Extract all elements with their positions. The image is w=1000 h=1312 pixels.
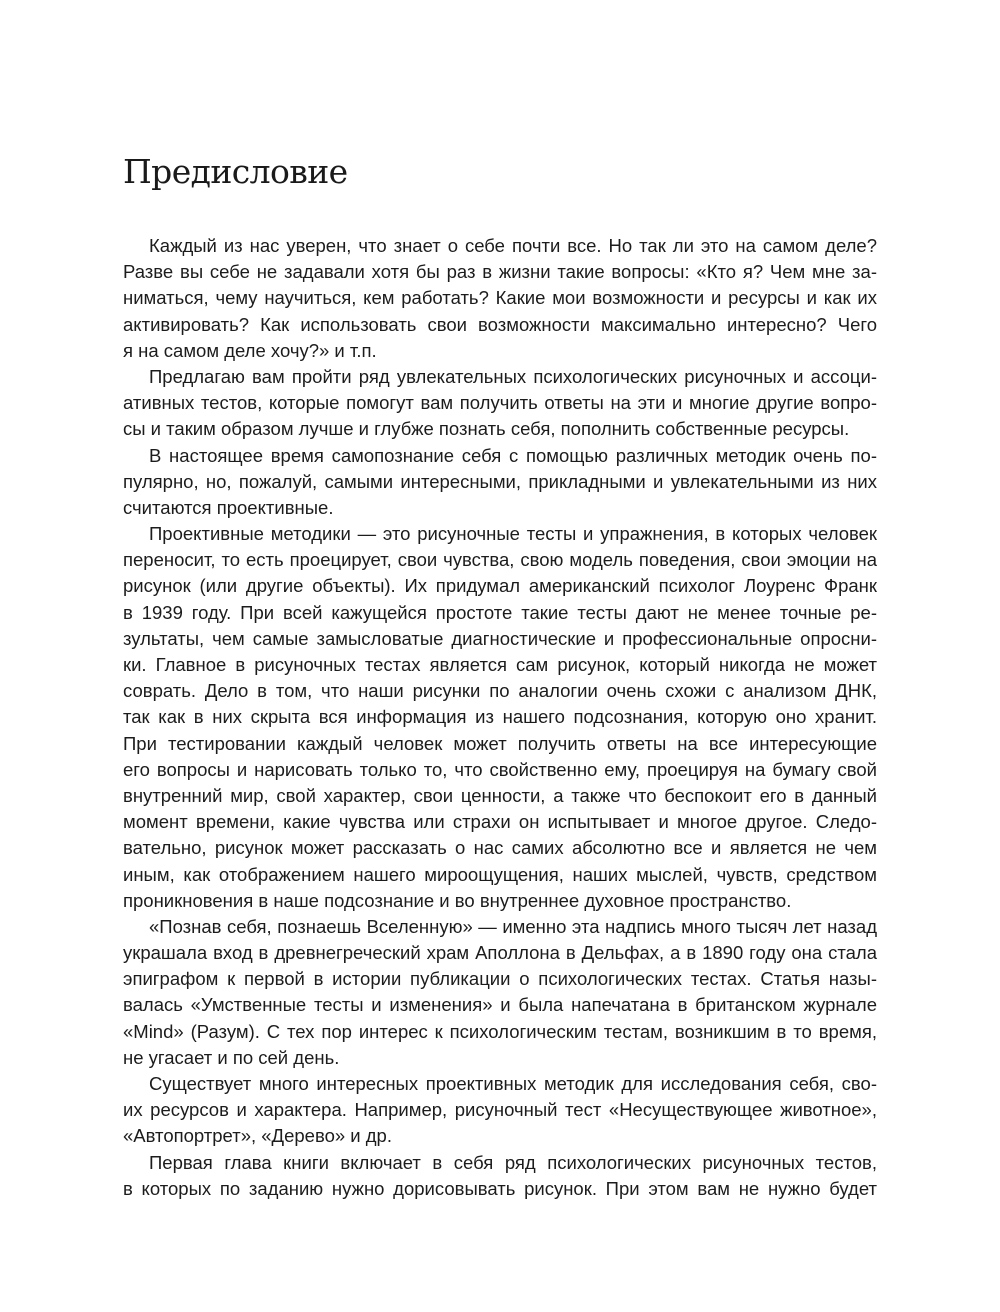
text-line: ативных тестов, которые помогут вам получить ответы на эти и многие другие вопро- (123, 392, 877, 414)
text-line: рисунок (или другие объекты). Их придумал американский психолог Лоуренс Франк (123, 575, 877, 597)
chapter-title: Предисловие (123, 152, 348, 191)
text-line: соврать. Дело в том, что наши рисунки по аналогии очень схожи с анализом ДНК, (123, 680, 877, 702)
text-line: зультаты, чем самые замысловатые диагностические и профессиональные опросни- (123, 627, 877, 649)
text-line: их ресурсов и характера. Например, рисуночный тест «Несуществующее животное», (123, 1099, 877, 1121)
text-line: «Автопортрет», «Дерево» и др. (123, 1125, 392, 1147)
text-line: проникновения в наше подсознание и во внутреннее духовное пространство. (123, 889, 792, 911)
text-line: «Mind» (Разум). С тех пор интерес к психологическим тестам, возникшим в то время, (123, 1020, 877, 1042)
text-line: эпиграфом к первой в истории публикации о психологических тестах. Статья назы- (123, 968, 877, 990)
text-line: валась «Умственные тесты и изменения» и была напечатана в британском журнале (123, 994, 877, 1016)
text-line: активировать? Как использовать свои возможности максимально интересно? Чего (123, 313, 877, 335)
text-line: внутренний мир, свой характер, свои ценности, а также что беспокоит его в данный (123, 784, 877, 806)
text-line: его вопросы и нарисовать только то, что свойственно ему, проецируя на бумагу свой (123, 758, 877, 780)
text-line: Каждый из нас уверен, что знает о себе почти все. Но так ли это на самом деле? (149, 235, 877, 256)
text-line: При тестировании каждый человек может получить ответы на все интересующие (123, 732, 877, 754)
text-line: Первая глава книги включает в себя ряд психологических рисуночных тестов, (149, 1151, 877, 1173)
text-line: считаются проективные. (123, 496, 334, 518)
body-text (123, 233, 877, 1202)
paragraph-7 (123, 1150, 877, 1202)
text-line: ниматься, чему научиться, кем работать? Какие мои возможности и ресурсы и как их (123, 287, 877, 309)
text-line: иным, как отображением нашего мироощущения, наших мыслей, чувств, средством (123, 863, 877, 885)
text-line: момент времени, какие чувства или страхи он испытывает и многое другое. Следо- (123, 811, 877, 833)
paragraph-3 (123, 443, 877, 522)
paragraph-6 (123, 1071, 877, 1150)
text-line: так как в них скрыта вся информация из нашего подсознания, которую оно хранит. (123, 706, 877, 728)
text-line: я на самом деле хочу?» и т.п. (123, 339, 377, 361)
text-line: переносит, то есть проецирует, свои чувства, свою модель поведения, свои эмоции на (123, 549, 877, 571)
text-line: «Познав себя, познаешь Вселенную» — именно эта надпись много тысяч лет назад (149, 915, 877, 937)
paragraph-5 (123, 914, 877, 1071)
paragraph-2 (123, 364, 877, 443)
text-line: ки. Главное в рисуночных тестах является сам рисунок, который никогда не может (123, 654, 877, 675)
text-line: Предлагаю вам пройти ряд увлекательных психологических рисуночных и ассоци- (149, 365, 877, 387)
text-line: в которых по заданию нужно дорисовывать рисунок. При этом вам не нужно будет (123, 1177, 877, 1199)
text-line: Проективные методики — это рисуночные тесты и упражнения, в которых человек (149, 523, 877, 545)
text-line: вательно, рисунок может рассказать о нас самих абсолютно все и является не чем (123, 837, 877, 859)
text-line: сы и таким образом лучше и глубже познать себя, пополнить собственные ресурсы. (123, 418, 850, 440)
text-line: в 1939 году. При всей кажущейся простоте такие тесты дают не менее точные ре- (123, 601, 877, 623)
paragraph-1 (123, 233, 877, 364)
text-line: Существует много интересных проективных методик для исследования себя, сво- (149, 1073, 877, 1094)
paragraph-4 (123, 521, 877, 914)
text-line: пулярно, но, пожалуй, самыми интересными, прикладными и увлекательными из них (123, 470, 877, 492)
text-line: не угасает и по сей день. (123, 1046, 340, 1068)
text-line: В настоящее время самопознание себя с помощью различных методик очень по- (149, 444, 877, 466)
text-line: украшала вход в древнегреческий храм Аполлона в Дельфах, а в 1890 году она стала (123, 942, 877, 964)
text-line: Разве вы себе не задавали хотя бы раз в жизни такие вопросы: «Кто я? Чем мне за- (123, 261, 877, 283)
